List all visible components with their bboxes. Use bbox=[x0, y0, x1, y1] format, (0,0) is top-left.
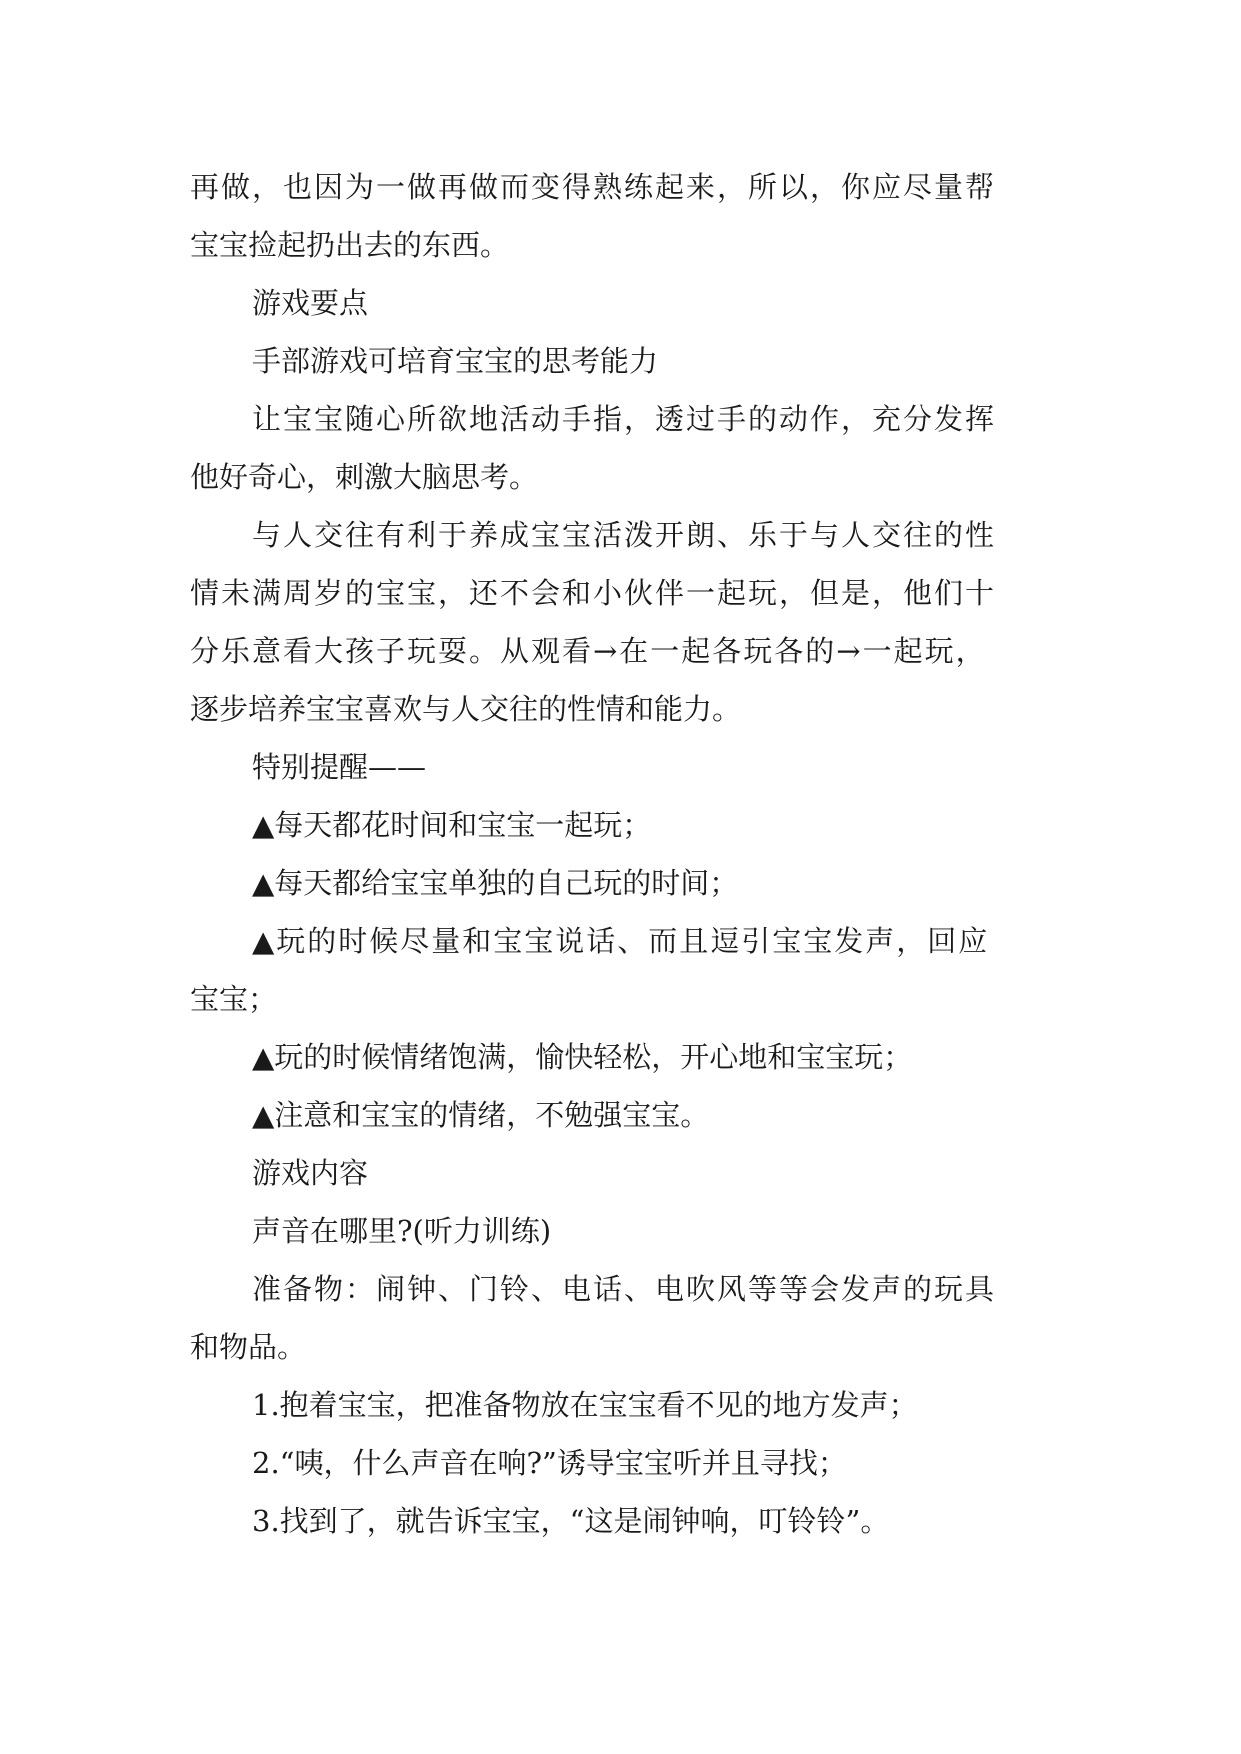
bullet-item: ▲每天都花时间和宝宝一起玩； bbox=[252, 808, 652, 842]
subheading: 手部游戏可培育宝宝的思考能力 bbox=[252, 344, 659, 378]
paragraph-line: 情未满周岁的宝宝，还不会和小伙伴一起玩，但是，他们十 bbox=[190, 576, 997, 610]
paragraph-line: 与人交往有利于养成宝宝活泼开朗、乐于与人交往的性 bbox=[252, 518, 997, 552]
bullet-item: ▲玩的时候情绪饱满，愉快轻松，开心地和宝宝玩； bbox=[252, 1040, 913, 1074]
paragraph-line: 让宝宝随心所欲地活动手指，透过手的动作，充分发挥 bbox=[252, 402, 997, 436]
step-item: 3.找到了，就告诉宝宝，“这是闹钟响，叮铃铃”。 bbox=[252, 1504, 890, 1538]
paragraph-line: 逐步培养宝宝喜欢与人交往的性情和能力。 bbox=[190, 692, 742, 726]
paragraph-line: 宝宝捡起扔出去的东西。 bbox=[190, 228, 510, 262]
section-heading: 游戏内容 bbox=[252, 1156, 369, 1190]
document-body bbox=[190, 158, 1070, 1550]
section-heading: 游戏要点 bbox=[252, 286, 369, 320]
bullet-item: ▲每天都给宝宝单独的自己玩的时间； bbox=[252, 866, 739, 900]
subheading: 声音在哪里?(听力训练) bbox=[252, 1214, 552, 1248]
step-item: 2.“咦，什么声音在响?”诱导宝宝听并且寻找； bbox=[252, 1446, 847, 1480]
bullet-item: ▲注意和宝宝的情绪，不勉强宝宝。 bbox=[252, 1098, 710, 1132]
paragraph-line: 分乐意看大孩子玩耍。从观看→在一起各玩各的→一起玩， bbox=[190, 634, 987, 668]
paragraph-line: 和物品。 bbox=[190, 1330, 307, 1364]
bullet-item-continuation: 宝宝； bbox=[190, 982, 278, 1016]
step-item: 1.抱着宝宝，把准备物放在宝宝看不见的地方发声； bbox=[252, 1388, 918, 1422]
paragraph-line: 准备物：闹钟、门铃、电话、电吹风等等会发声的玩具 bbox=[252, 1272, 997, 1306]
reminder-heading: 特别提醒—— bbox=[252, 750, 427, 784]
paragraph-line: 他好奇心，刺激大脑思考。 bbox=[190, 460, 539, 494]
bullet-item: ▲玩的时候尽量和宝宝说话、而且逗引宝宝发声，回应 bbox=[252, 924, 990, 958]
paragraph-line: 再做，也因为一做再做而变得熟练起来，所以，你应尽量帮 bbox=[190, 170, 997, 204]
